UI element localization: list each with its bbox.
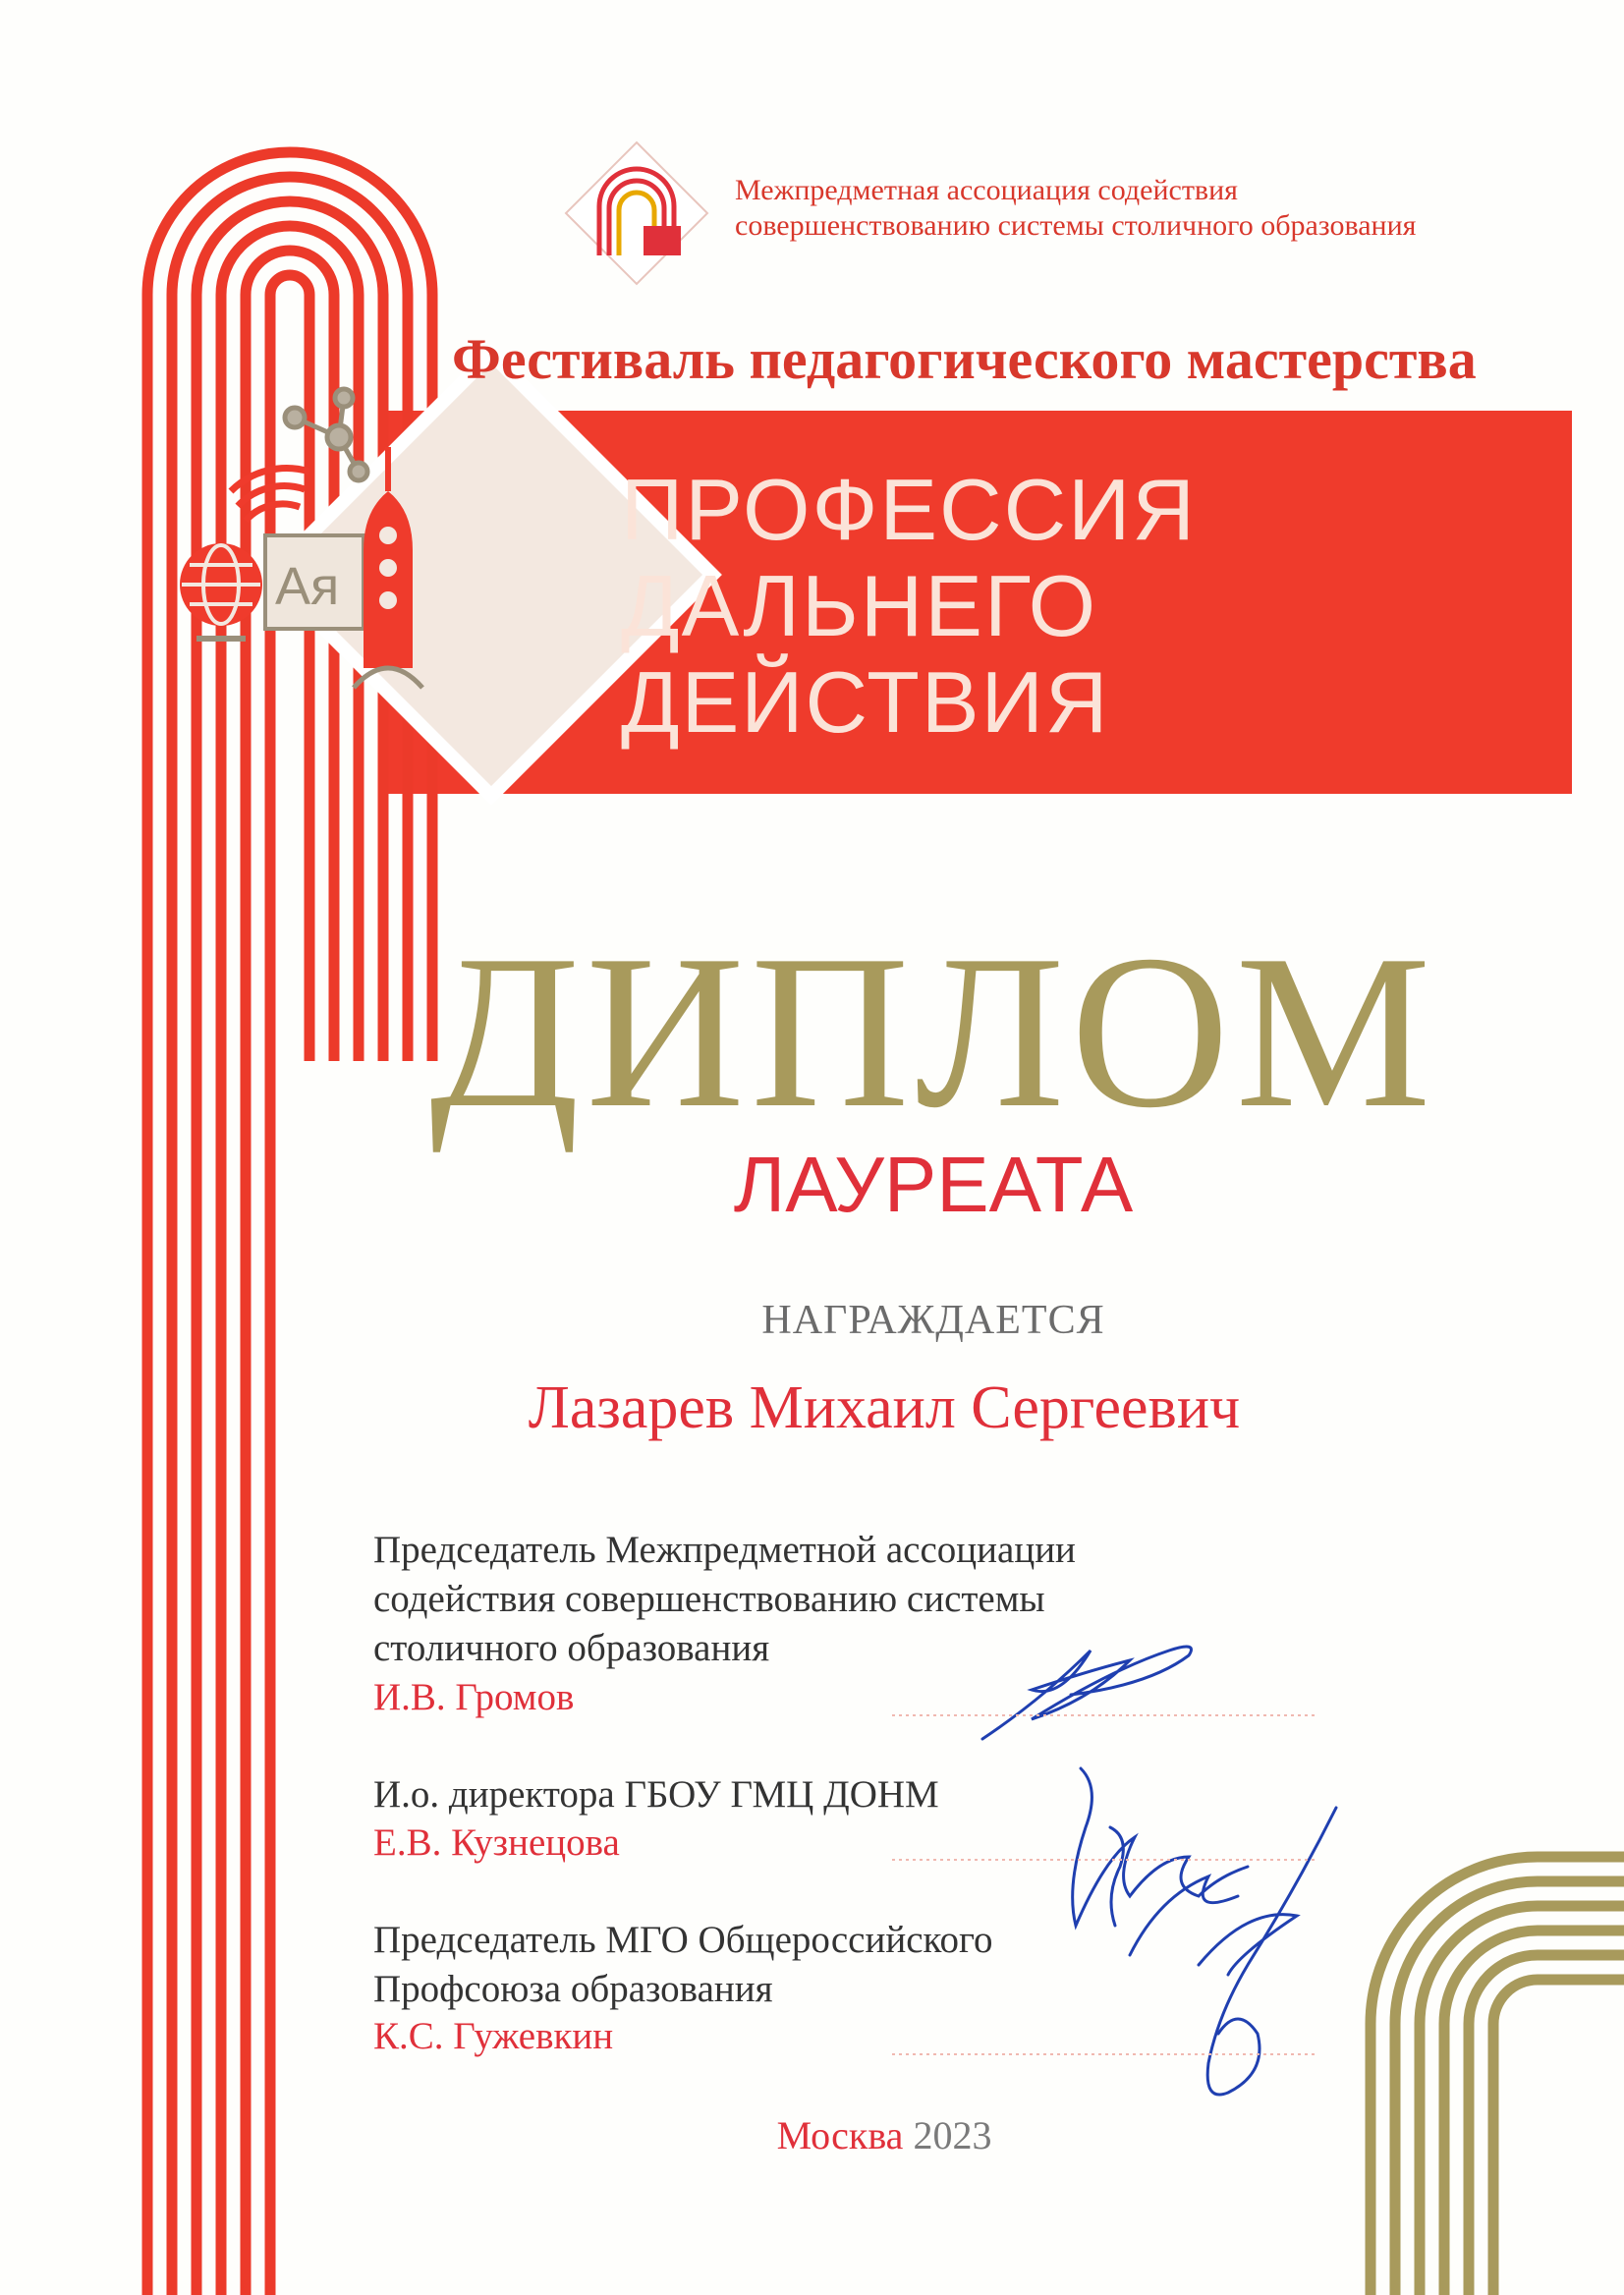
signatory-2-title xyxy=(373,1770,1130,1819)
signatory-1-title xyxy=(373,1526,1130,1673)
signatures xyxy=(982,1647,1336,2095)
signatory-1-title-line1: Председатель Межпредметной ассоциации xyxy=(373,1529,1076,1571)
association-line2: совершенствованию системы столичного образования xyxy=(735,209,1417,242)
association-line1: Межпредметная ассоциация содействия xyxy=(735,174,1238,206)
signatory-1-title-line2: содействия совершенствованию системы xyxy=(373,1578,1045,1620)
footer-year: 2023 xyxy=(913,2113,992,2157)
diploma-subtitle: ЛАУРЕАТА xyxy=(733,1141,1134,1228)
banner-line1: ПРОФЕССИЯ xyxy=(621,461,1197,558)
festival-title: Фестиваль педагогического мастерства xyxy=(452,327,1477,391)
signatory-1-title-line3: столичного образования xyxy=(373,1627,770,1669)
emblem-letters: Ая xyxy=(275,557,340,616)
signatory-3-name: К.С. Гужевкин xyxy=(373,2015,614,2057)
diploma-title: ДИПЛОМ xyxy=(429,910,1437,1153)
association-name xyxy=(735,173,1423,244)
gold-arcs xyxy=(1371,1857,1624,2295)
association-logo xyxy=(566,142,707,284)
awardee-name: Лазарев Михаил Сергеевич xyxy=(528,1374,1241,1441)
signature-guzhevkin xyxy=(1199,1808,1336,2095)
banner-line3: ДЕЙСТВИЯ xyxy=(621,653,1110,751)
signatory-3-title-line2: Профсоюза образования xyxy=(373,1968,773,2010)
signatory-2-title-line1: И.о. директора ГБОУ ГМЦ ДОНМ xyxy=(373,1773,939,1816)
banner-line2: ДАЛЬНЕГО xyxy=(621,557,1098,654)
signatory-1-name: И.В. Громов xyxy=(373,1676,575,1718)
signatory-2-name: Е.В. Кузнецова xyxy=(373,1821,620,1864)
awarded-label: НАГРАЖДАЕТСЯ xyxy=(761,1298,1105,1343)
footer-city: Москва xyxy=(776,2113,904,2157)
footer-place-date xyxy=(589,2112,1179,2158)
banner-title xyxy=(621,462,1505,751)
signatory-3-title-line1: Председатель МГО Общероссийского xyxy=(373,1919,993,1961)
signatory-3-title xyxy=(373,1916,1130,2014)
